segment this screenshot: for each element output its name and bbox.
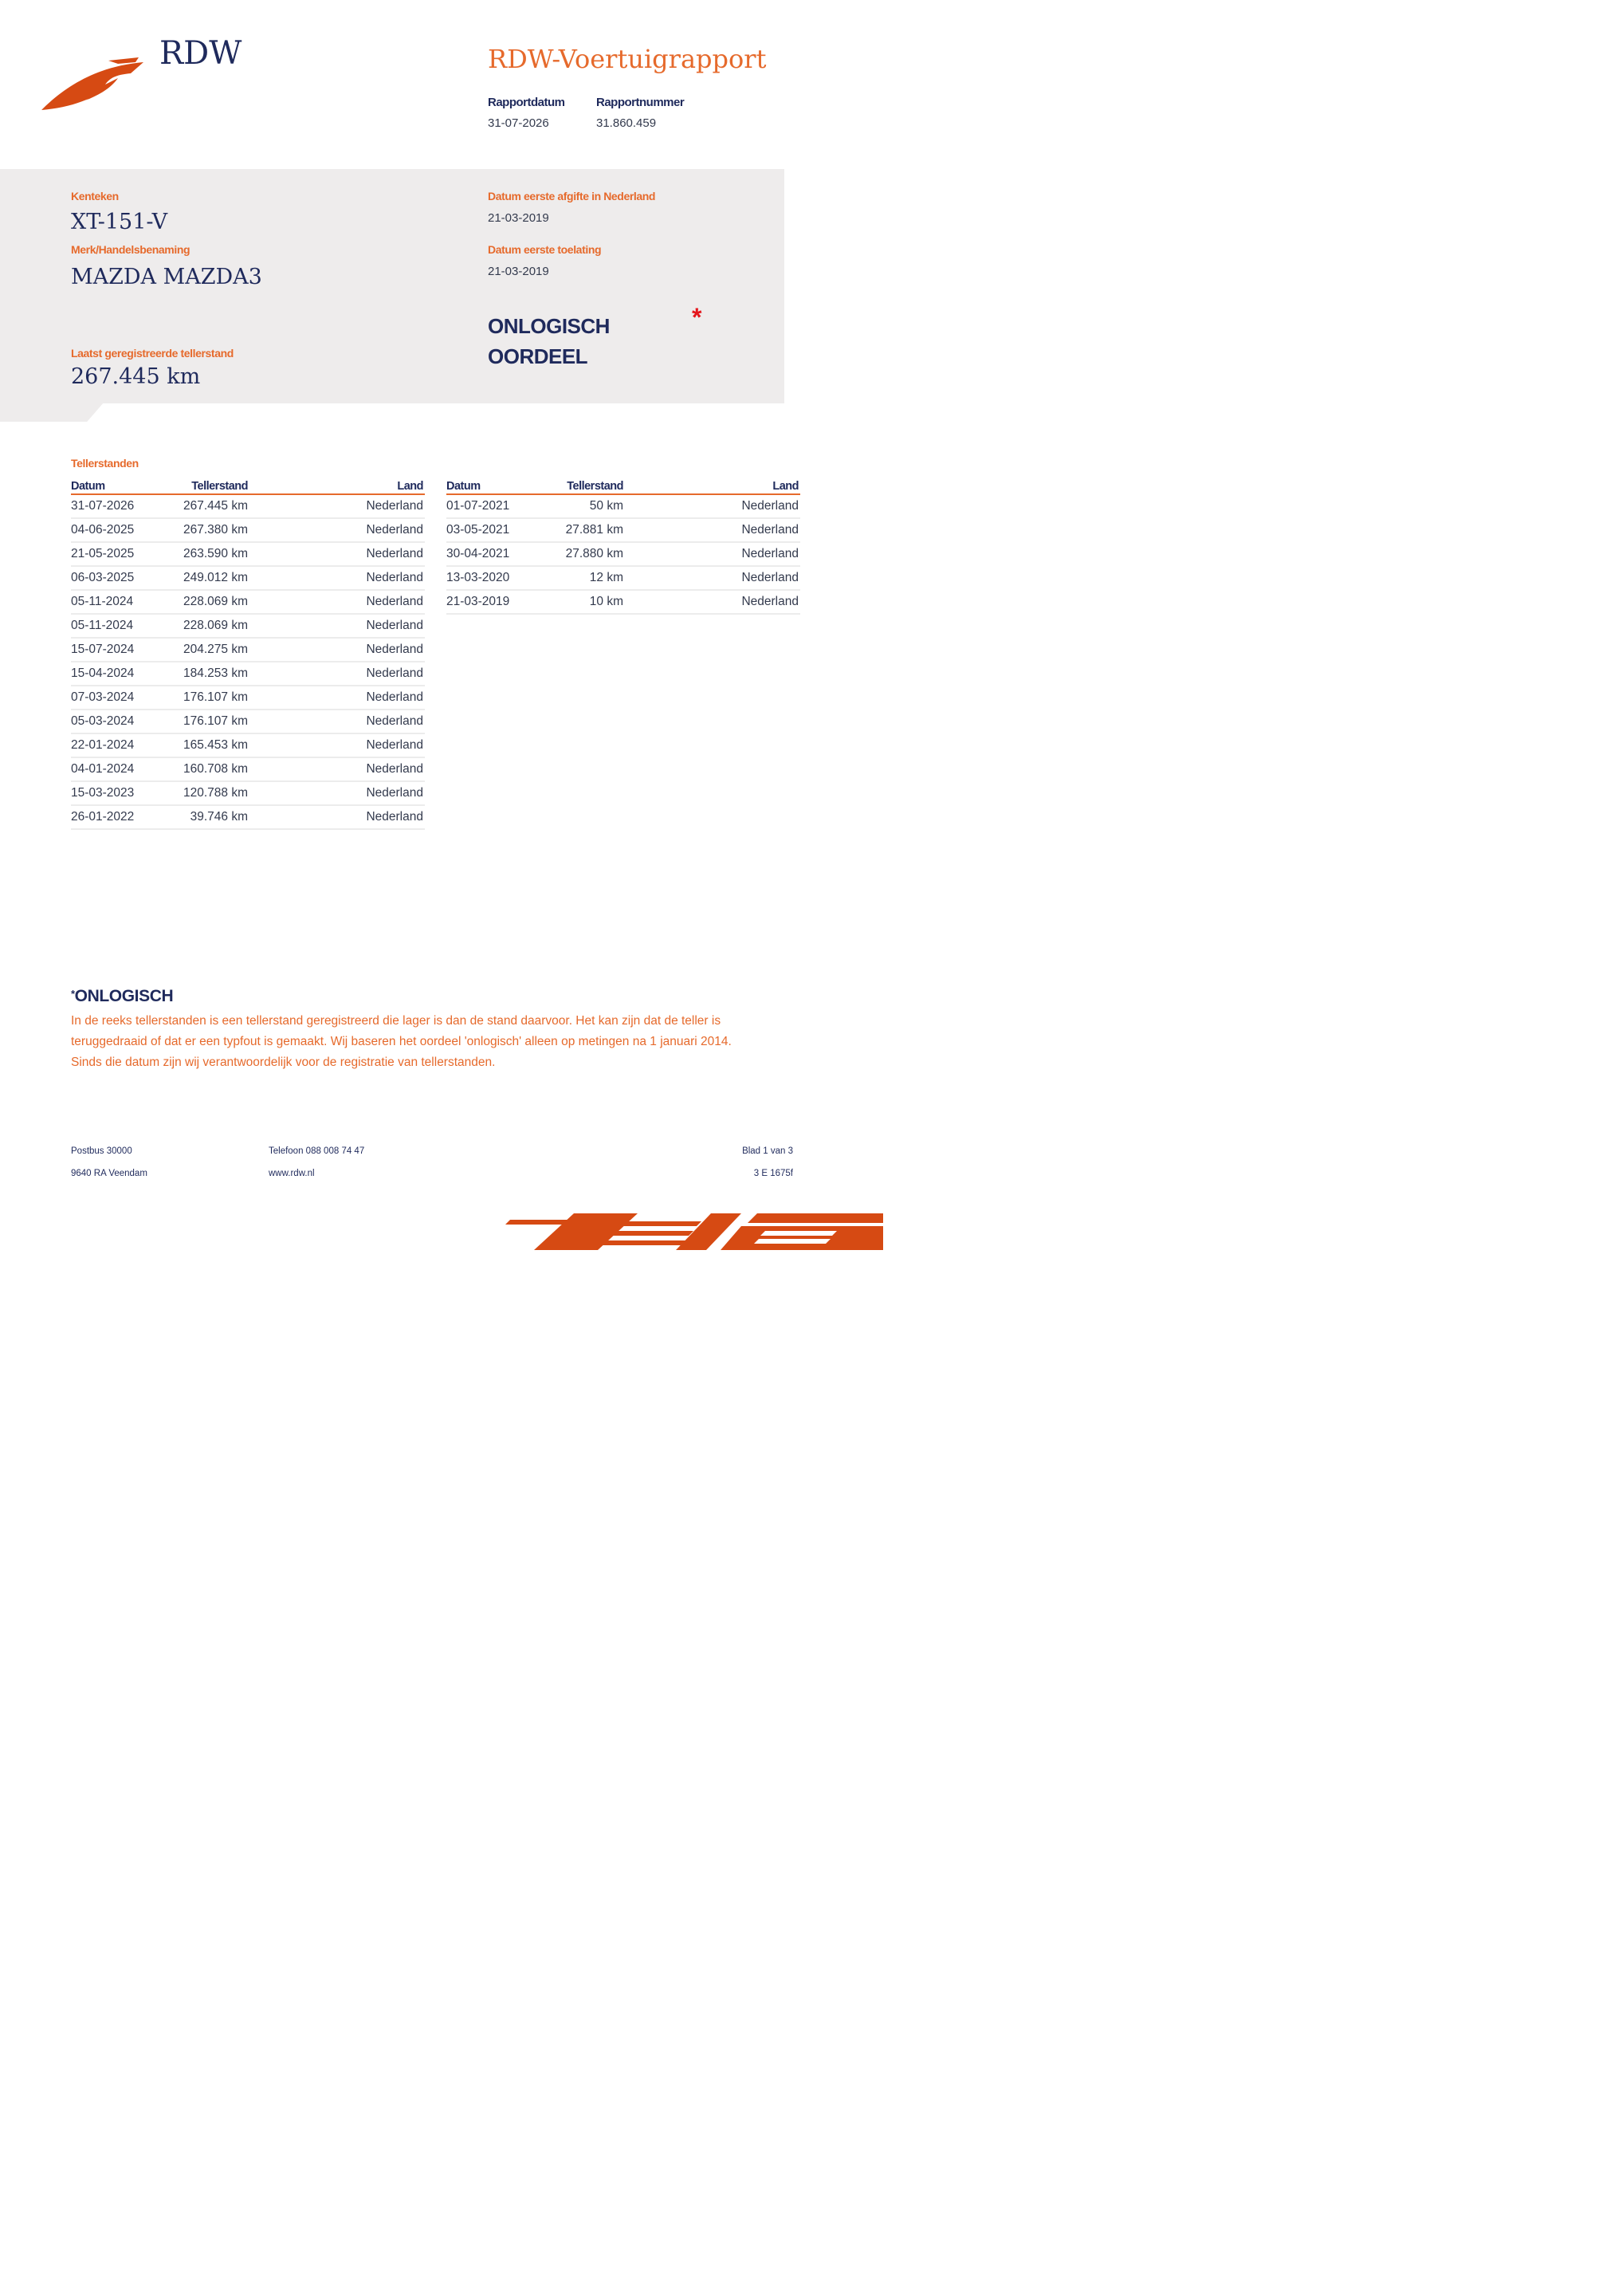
reading-odometer: 176.107 km	[168, 686, 249, 710]
verdict-line-2: OORDEEL	[488, 344, 588, 368]
reading-odometer: 249.012 km	[168, 566, 249, 590]
footer-website[interactable]: www.rdw.nl	[269, 1169, 315, 1178]
table-row	[71, 494, 425, 518]
reading-odometer: 12 km	[544, 566, 625, 590]
rapportdatum-value: 31-07-2026	[488, 116, 549, 130]
table-header-row	[446, 477, 800, 494]
rapportnummer-value: 31.860.459	[596, 116, 657, 130]
reading-date: 30-04-2021	[446, 542, 544, 566]
table-body-left	[71, 494, 425, 829]
reading-country: Nederland	[249, 710, 425, 733]
reading-country: Nederland	[249, 494, 425, 518]
reading-country: Nederland	[249, 590, 425, 614]
footer-postbus: Postbus 30000	[71, 1146, 132, 1156]
reading-country: Nederland	[249, 781, 425, 805]
reading-date: 22-01-2024	[71, 733, 168, 757]
merk-label: Merk/Handelsbenaming	[71, 243, 190, 256]
verdict-asterisk: *	[692, 303, 702, 332]
reading-date: 03-05-2021	[446, 518, 544, 542]
reading-date: 15-07-2024	[71, 638, 168, 662]
reading-odometer: 204.275 km	[168, 638, 249, 662]
reading-odometer: 228.069 km	[168, 590, 249, 614]
rdw-stripes-icon	[502, 1210, 883, 1250]
reading-odometer: 228.069 km	[168, 614, 249, 638]
laatste-tellerstand-value: 267.445 km	[71, 364, 201, 389]
table-row	[71, 757, 425, 781]
note-title	[71, 987, 173, 1006]
table-row	[71, 710, 425, 733]
eerste-toelating-label: Datum eerste toelating	[488, 243, 602, 256]
note-text: In de reeks tellerstanden is een tellerstand geregistreerd die lager is dan de stand daarvoor. Het kan zijn dat de teller is teruggedraaid of dat er een typfout is gemaakt. Wij baseren het oordeel 'onlogisch' alleen op metingen na 1 januari 2014. Sinds die datum zijn wij verantwoordelijk voor de registratie van tellerstanden.	[71, 1014, 732, 1069]
reading-country: Nederland	[625, 566, 800, 590]
reading-odometer: 267.445 km	[168, 494, 249, 518]
kenteken-label: Kenteken	[71, 190, 119, 202]
table-row	[446, 542, 800, 566]
reading-country: Nederland	[249, 566, 425, 590]
reading-country: Nederland	[625, 494, 800, 518]
table-row	[71, 590, 425, 614]
table-row	[71, 566, 425, 590]
reading-country: Nederland	[249, 614, 425, 638]
header-land: Land	[625, 477, 800, 494]
reading-odometer: 10 km	[544, 590, 625, 614]
verdict	[488, 311, 610, 372]
reading-odometer: 263.590 km	[168, 542, 249, 566]
header-tellerstand: Tellerstand	[168, 477, 249, 494]
reading-odometer: 165.453 km	[168, 733, 249, 757]
tellerstanden-title: Tellerstanden	[71, 457, 139, 470]
eerste-afgifte-value: 21-03-2019	[488, 211, 549, 225]
reading-date: 04-01-2024	[71, 757, 168, 781]
vehicle-panel-tab	[0, 403, 104, 422]
reading-date: 15-04-2024	[71, 662, 168, 686]
laatste-tellerstand-label: Laatst geregistreerde tellerstand	[71, 347, 234, 360]
reading-country: Nederland	[625, 542, 800, 566]
table-row	[446, 518, 800, 542]
note-title-text: ONLOGISCH	[74, 987, 174, 1005]
tellerstanden-table-left	[71, 477, 425, 830]
table-row	[71, 542, 425, 566]
table-row	[446, 566, 800, 590]
brand-name: RDW	[159, 35, 242, 72]
note-star: *	[71, 988, 75, 1000]
reading-odometer: 176.107 km	[168, 710, 249, 733]
footer-telefoon: Telefoon 088 008 74 47	[269, 1146, 365, 1156]
reading-country: Nederland	[249, 805, 425, 829]
table-row	[71, 518, 425, 542]
tellerstanden-table-right	[446, 477, 800, 615]
reading-country: Nederland	[249, 662, 425, 686]
reading-odometer: 184.253 km	[168, 662, 249, 686]
table-body-right	[446, 494, 800, 614]
reading-date: 06-03-2025	[71, 566, 168, 590]
table-row	[71, 733, 425, 757]
footer-document-code: 3 E 1675f	[753, 1169, 793, 1178]
reading-country: Nederland	[249, 686, 425, 710]
footer-plaats: 9640 RA Veendam	[71, 1169, 147, 1178]
header-land: Land	[249, 477, 425, 494]
reading-date: 31-07-2026	[71, 494, 168, 518]
reading-country: Nederland	[249, 638, 425, 662]
report-title: RDW-Voertuigrapport	[488, 44, 767, 74]
header-tellerstand: Tellerstand	[544, 477, 625, 494]
reading-odometer: 27.881 km	[544, 518, 625, 542]
header-datum: Datum	[71, 477, 168, 494]
rapportnummer-label: Rapportnummer	[596, 96, 685, 109]
reading-odometer: 120.788 km	[168, 781, 249, 805]
kenteken-value: XT-151-V	[71, 210, 168, 234]
reading-country: Nederland	[249, 733, 425, 757]
reading-country: Nederland	[249, 757, 425, 781]
table-row	[71, 662, 425, 686]
reading-date: 21-05-2025	[71, 542, 168, 566]
table-row	[71, 781, 425, 805]
reading-date: 04-06-2025	[71, 518, 168, 542]
reading-date: 26-01-2022	[71, 805, 168, 829]
footer-page-number: Blad 1 van 3	[742, 1146, 793, 1156]
reading-odometer: 39.746 km	[168, 805, 249, 829]
table-header-row	[71, 477, 425, 494]
rapportdatum-label: Rapportdatum	[488, 96, 565, 109]
table-row	[446, 590, 800, 614]
reading-odometer: 27.880 km	[544, 542, 625, 566]
reading-date: 05-11-2024	[71, 614, 168, 638]
table-row	[71, 614, 425, 638]
reading-date: 13-03-2020	[446, 566, 544, 590]
reading-odometer: 267.380 km	[168, 518, 249, 542]
reading-date: 05-03-2024	[71, 710, 168, 733]
reading-date: 05-11-2024	[71, 590, 168, 614]
merk-value: MAZDA MAZDA3	[71, 265, 262, 289]
rdw-logo-icon	[41, 54, 145, 112]
reading-date: 15-03-2023	[71, 781, 168, 805]
table-row	[71, 805, 425, 829]
reading-odometer: 160.708 km	[168, 757, 249, 781]
reading-country: Nederland	[249, 542, 425, 566]
header-datum: Datum	[446, 477, 544, 494]
table-row	[71, 638, 425, 662]
table-row	[446, 494, 800, 518]
reading-country: Nederland	[625, 590, 800, 614]
reading-country: Nederland	[249, 518, 425, 542]
reading-date: 01-07-2021	[446, 494, 544, 518]
reading-odometer: 50 km	[544, 494, 625, 518]
reading-date: 21-03-2019	[446, 590, 544, 614]
eerste-toelating-value: 21-03-2019	[488, 265, 549, 278]
reading-date: 07-03-2024	[71, 686, 168, 710]
eerste-afgifte-label: Datum eerste afgifte in Nederland	[488, 190, 656, 202]
table-row	[71, 686, 425, 710]
reading-country: Nederland	[625, 518, 800, 542]
verdict-line-1: ONLOGISCH	[488, 314, 610, 338]
